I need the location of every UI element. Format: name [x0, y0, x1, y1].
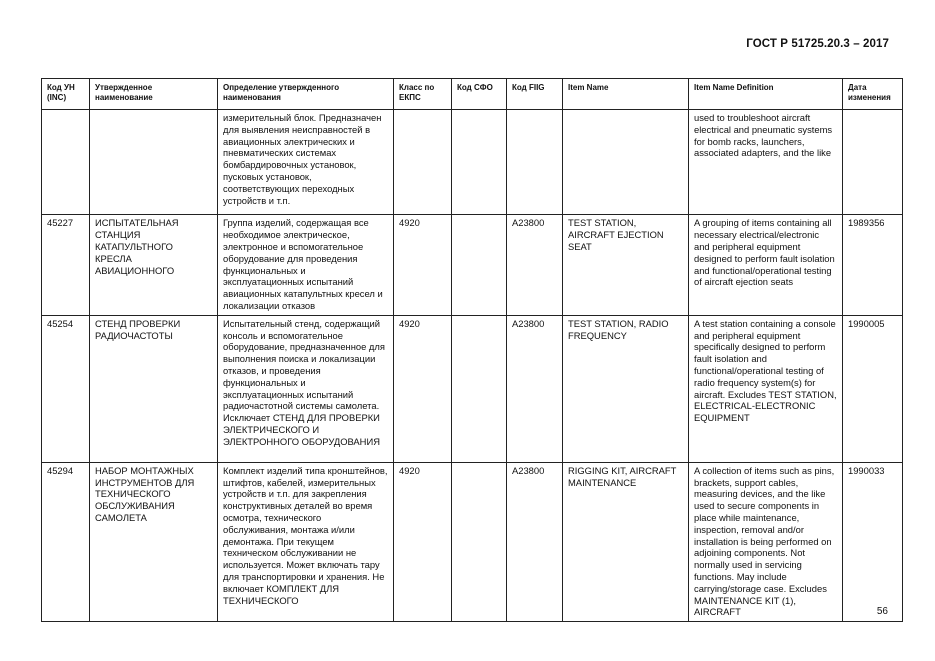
sfo-cell — [452, 215, 507, 315]
col-header-sfo: Код СФО — [452, 79, 507, 110]
date-cell: 1990033 — [843, 462, 903, 621]
table-row — [42, 110, 903, 215]
table-row — [42, 462, 903, 621]
definition-en-cell: used to troubleshoot aircraft electrical and pneumatic systems for bomb racks, launchers, associated adapters, and the like — [689, 110, 843, 215]
definition-ru-cell: Группа изделий, содержащая все необходимое электрическое, электронное и вспомогательное оборудование для проведения функциональных и эксплуатационных испытаний авиационных катапультных кресел и локализации отказов — [218, 215, 394, 315]
definition-ru-cell: Испытательный стенд, содержащий консоль и вспомогательное оборудование, предназначенное для выполнения поиска и локализации отказов, и проведения функциональных и эксплуатационных испытаний радиочастотной системы самолета. Исключает СТЕНД ДЛЯ ПРОВЕРКИ ЭЛЕКТРИЧЕСКОГО И ЭЛЕКТРОННОГО ОБОРУДОВАНИЯ — [218, 315, 394, 462]
class-cell: 4920 — [394, 215, 452, 315]
date-cell: 1990005 — [843, 315, 903, 462]
col-header-fiig: Код FIIG — [507, 79, 563, 110]
item-name-cell — [563, 110, 689, 215]
catalog-table — [41, 78, 903, 622]
date-cell: 1989356 — [843, 215, 903, 315]
inc-cell — [42, 110, 90, 215]
fiig-cell: A23800 — [507, 462, 563, 621]
class-cell: 4920 — [394, 462, 452, 621]
name-ru-cell: НАБОР МОНТАЖНЫХ ИНСТРУМЕНТОВ ДЛЯ ТЕХНИЧЕСКОГО ОБСЛУЖИВАНИЯ САМОЛЕТА — [90, 462, 218, 621]
inc-cell: 45294 — [42, 462, 90, 621]
name-ru-cell: СТЕНД ПРОВЕРКИ РАДИОЧАСТОТЫ — [90, 315, 218, 462]
inc-cell: 45254 — [42, 315, 90, 462]
fiig-cell — [507, 110, 563, 215]
col-header-class: Класс по ЕКПС — [394, 79, 452, 110]
col-header-inc: Код УН (INC) — [42, 79, 90, 110]
sfo-cell — [452, 110, 507, 215]
definition-en-cell: A grouping of items containing all necessary electrical/electronic and peripheral equipment designed to perform fault isolation and functional/operational testing of aircraft ejection seats — [689, 215, 843, 315]
name-ru-cell — [90, 110, 218, 215]
col-header-definition-en: Item Name Definition — [689, 79, 843, 110]
col-header-name-ru: Утвержденное наименование — [90, 79, 218, 110]
definition-ru-cell: измерительный блок. Предназначен для выявления неисправностей в авиационных электрических и пневматических системах бомбардировочных установок, пусковых установок, соответствующих переходных устройств и т.п. — [218, 110, 394, 215]
sfo-cell — [452, 462, 507, 621]
header-row — [42, 79, 903, 110]
item-name-cell: RIGGING KIT, AIRCRAFT MAINTENANCE — [563, 462, 689, 621]
page-number: 56 — [876, 606, 888, 617]
class-cell: 4920 — [394, 315, 452, 462]
fiig-cell: A23800 — [507, 215, 563, 315]
definition-en-cell: A collection of items such as pins, brackets, support cables, measuring devices, and the like used to secure components in place while maintenance, inspection, removal and/or installation is being performed on adjoining components. Not normally used in servicing functions. May include carrying/storage case. Excludes MAINTENANCE KIT (1), AIRCRAFT — [689, 462, 843, 621]
table-row — [42, 215, 903, 315]
definition-en-cell: A test station containing a console and peripheral equipment specifically designed to perform fault isolation and functional/operational testing of radio frequency system(s) for aircraft. Excludes TEST STATION, ELECTRICAL-ELECTRONIC EQUIPMENT — [689, 315, 843, 462]
inc-cell: 45227 — [42, 215, 90, 315]
class-cell — [394, 110, 452, 215]
standard-header: ГОСТ Р 51725.20.3 – 2017 — [746, 38, 889, 50]
item-name-cell: TEST STATION, RADIO FREQUENCY — [563, 315, 689, 462]
definition-ru-cell: Комплект изделий типа кронштейнов, штифтов, кабелей, измерительных устройств и т.п. для закрепления конструктивных деталей во время осмотра, технического обслуживания, монтажа и/или демонтажа. При текущем техническом обслуживании не используется. Может включать тару для транспортировки и хранения. Не включает КОМПЛЕКТ ДЛЯ ТЕХНИЧЕСКОГО — [218, 462, 394, 621]
date-cell — [843, 110, 903, 215]
fiig-cell: A23800 — [507, 315, 563, 462]
sfo-cell — [452, 315, 507, 462]
name-ru-cell: ИСПЫТАТЕЛЬНАЯ СТАНЦИЯ КАТАПУЛЬТНОГО КРЕСЛА АВИАЦИОННОГО — [90, 215, 218, 315]
col-header-item-name: Item Name — [563, 79, 689, 110]
item-name-cell: TEST STATION, AIRCRAFT EJECTION SEAT — [563, 215, 689, 315]
table-row — [42, 315, 903, 462]
col-header-definition-ru: Определение утвержденного наименования — [218, 79, 394, 110]
col-header-date: Дата изменения — [843, 79, 903, 110]
